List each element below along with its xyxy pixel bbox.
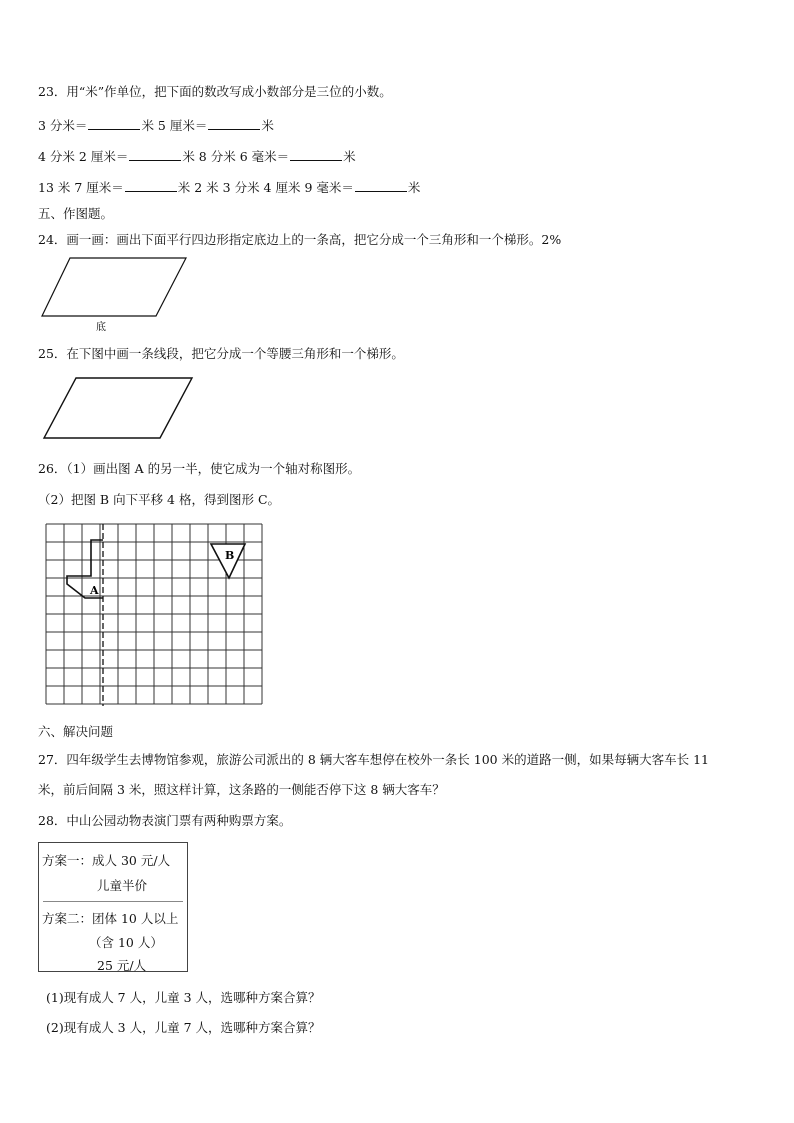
q23-row1-a: 3 分米＝: [38, 118, 88, 133]
answer-blank[interactable]: [290, 149, 342, 161]
q25-prompt: 25．在下图中画一条线段，把它分成一个等腰三角形和一个梯形。: [38, 346, 404, 361]
parallelogram-shape: [42, 258, 186, 316]
answer-blank[interactable]: [208, 118, 260, 130]
label-a: A: [90, 584, 99, 597]
plan1-line2: 儿童半价: [97, 878, 148, 893]
q23-row3-c: 米: [407, 180, 421, 195]
answer-blank[interactable]: [125, 180, 177, 192]
q23-row3-a: 13 米 7 厘米＝: [38, 180, 124, 195]
q23-row2: [38, 147, 356, 165]
q28-prompt: 28．中山公园动物表演门票有两种购票方案。: [38, 813, 292, 828]
q23-prompt: 23．用“米”作单位，把下面的数改写成小数部分是三位的小数。: [38, 84, 392, 99]
q26-part1: 26．（1）画出图 A 的另一半，使它成为一个轴对称图形。: [38, 461, 361, 476]
answer-blank[interactable]: [129, 149, 181, 161]
q26-grid-figure[interactable]: [44, 522, 270, 708]
q23-row2-a: 4 分米 2 厘米＝: [38, 149, 129, 164]
q23-row1: [38, 116, 274, 134]
q28-sub2: (2)现有成人 3 人，儿童 7 人，选哪种方案合算？: [46, 1020, 321, 1035]
q23-row2-c: 米: [343, 149, 356, 164]
q27-line1: 27．四年级学生去博物馆参观，旅游公司派出的 8 辆大客车想停在校外一条长 100 米的道路一侧，如果每辆大客车长 11: [38, 752, 709, 767]
q23-row1-c: 米: [261, 118, 274, 133]
plan1-title: 方案一：成人 30 元/人: [42, 853, 171, 868]
section-6-heading: 六、解决问题: [38, 724, 114, 739]
q23-row3: [38, 178, 420, 196]
plan-divider: [43, 901, 183, 902]
q27-line2: 米，前后间隔 3 米，照这样计算，这条路的一侧能否停下这 8 辆大客车？: [38, 782, 445, 797]
q23-row2-b: 米 8 分米 6 毫米＝: [182, 149, 290, 164]
q23-row3-b: 米 2 米 3 分米 4 厘米 9 毫米＝: [177, 180, 354, 195]
answer-blank[interactable]: [88, 118, 140, 130]
plan2-line3: 25 元/人: [97, 958, 147, 973]
answer-blank[interactable]: [355, 180, 407, 192]
q23-row1-b: 米 5 厘米＝: [141, 118, 208, 133]
square-grid: [44, 522, 270, 708]
section-5-heading: 五、作图题。: [38, 206, 114, 221]
ticket-plan-box: [38, 842, 188, 972]
q26-part2: （2）把图 B 向下平移 4 格，得到图形 C。: [38, 492, 281, 507]
parallelogram-shape: [44, 378, 192, 438]
plan2-line2: （含 10 人）: [89, 935, 163, 950]
plan2-title: 方案二：团体 10 人以上: [42, 911, 179, 926]
base-label: 底: [96, 322, 106, 333]
label-b: B: [225, 549, 235, 562]
q24-parallelogram-figure[interactable]: [38, 254, 190, 334]
q28-sub1: (1)现有成人 7 人，儿童 3 人，选哪种方案合算？: [46, 990, 321, 1005]
q25-parallelogram-figure[interactable]: [40, 374, 198, 444]
q24-prompt: 24．画一画：画出下面平行四边形指定底边上的一条高，把它分成一个三角形和一个梯形。2%: [38, 232, 562, 247]
